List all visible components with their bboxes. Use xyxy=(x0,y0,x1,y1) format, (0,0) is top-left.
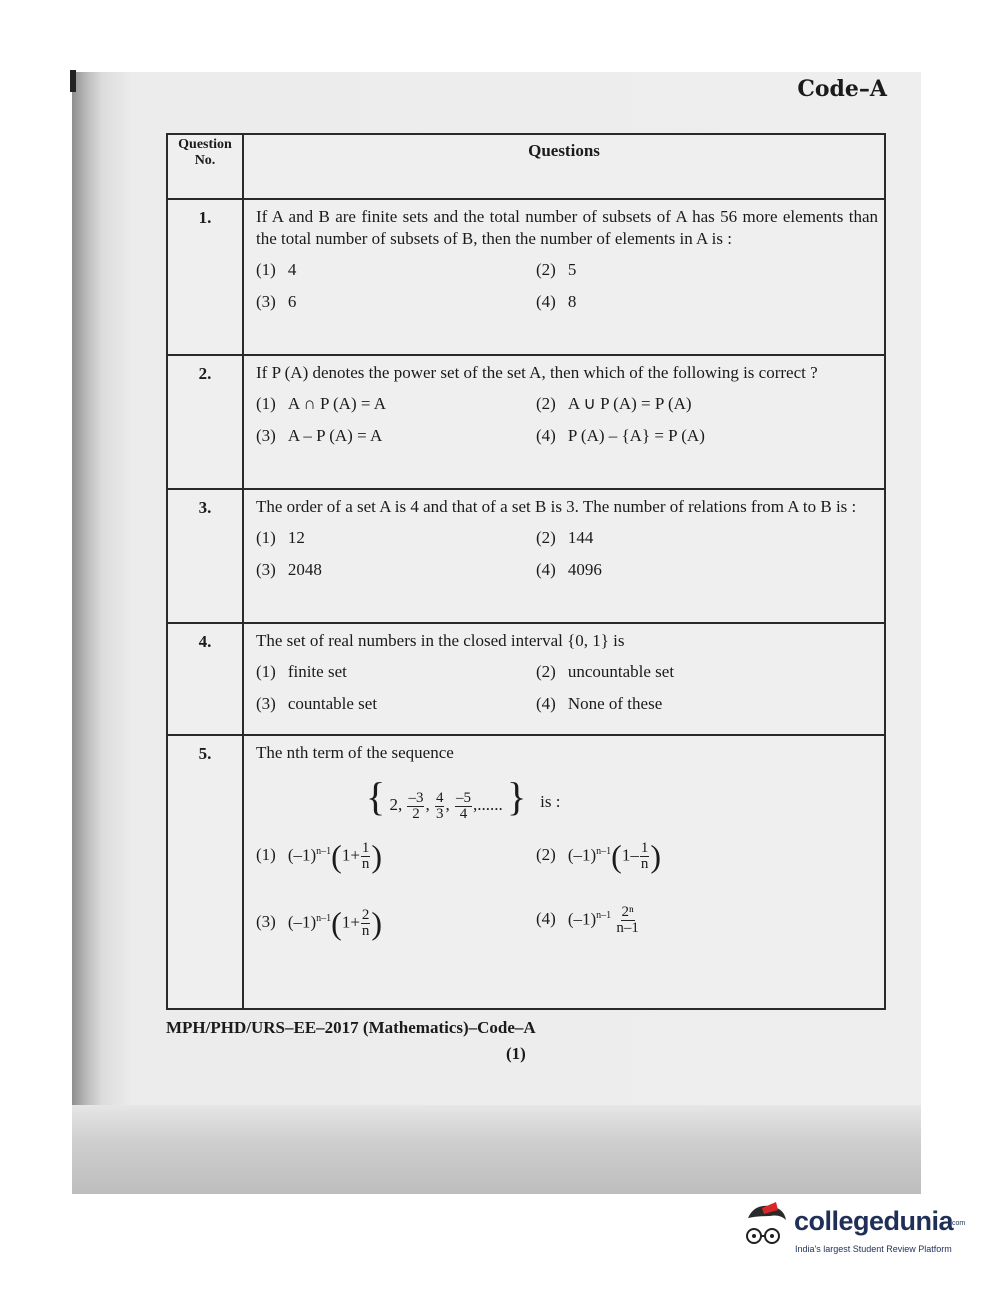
fraction: $\frac{-3}{2}$ xyxy=(408,789,424,822)
option: (3) 2048 xyxy=(256,560,322,579)
options xyxy=(256,528,878,580)
question-body xyxy=(243,355,885,489)
question-body xyxy=(243,199,885,355)
open-brace-icon: { xyxy=(366,774,386,819)
options xyxy=(256,838,878,942)
options xyxy=(256,662,878,714)
option: (3) $(-1)^{n-1}(1+$ $\frac{2}{n}$ ) xyxy=(256,904,383,941)
question-row xyxy=(167,489,885,623)
question-row xyxy=(167,199,885,355)
fraction: $\frac{-5}{4}$ xyxy=(455,789,471,822)
exam-footer: MPH/PHD/URS–EE–2017 (Mathematics)–Code–A xyxy=(166,1018,536,1037)
option: (3) countable set xyxy=(256,694,378,713)
binding-mark xyxy=(70,70,76,92)
close-brace-icon: } xyxy=(506,774,527,819)
table-header-row xyxy=(167,134,885,199)
question-stem: The order of a set A is 4 and that of a set B is 3. The number of relations from A to B is : xyxy=(256,497,857,516)
question-number: 2. xyxy=(167,355,243,489)
option: (2) 5 xyxy=(536,260,577,279)
option: (1) finite set xyxy=(256,662,347,681)
question-number: 4. xyxy=(167,623,243,735)
option: (3) A – P (A) = A xyxy=(256,426,383,445)
question-body xyxy=(243,735,885,1009)
question-stem: The set of real numbers in the closed interval {0, 1} is xyxy=(256,631,625,650)
logo-suffix: .com xyxy=(950,1220,966,1227)
option: (1) A ∩ P (A) = A xyxy=(256,394,387,413)
page-number: (1) xyxy=(506,1044,526,1063)
question-number: 3. xyxy=(167,489,243,623)
option: (1) 4 xyxy=(256,260,297,279)
question-no-header: Question No. xyxy=(167,134,243,199)
question-body xyxy=(243,489,885,623)
options xyxy=(256,260,878,312)
option: (3) 6 xyxy=(256,292,297,311)
option: (2) $(-1)^{n-1}(1-$ $\frac{1}{n}$ ) xyxy=(536,837,661,874)
question-body xyxy=(243,623,885,735)
options xyxy=(256,394,878,446)
option: (2) A ∪ P (A) = P (A) xyxy=(536,394,692,413)
question-stem: If P (A) denotes the power set of the set A, then which of the following is correct ? xyxy=(256,363,818,382)
option: (2) 144 xyxy=(536,528,594,547)
option: (4) None of these xyxy=(536,694,663,713)
question-row xyxy=(167,735,885,1009)
questions-table xyxy=(166,133,886,1010)
question-row xyxy=(167,355,885,489)
option: (1) $(-1)^{n-1}(1+$ $\frac{1}{n}$ ) xyxy=(256,837,383,874)
option: (2) uncountable set xyxy=(536,662,675,681)
scan-shadow xyxy=(72,1105,921,1194)
question-number: 5. xyxy=(167,735,243,1009)
option: (4) P (A) – {A} = P (A) xyxy=(536,426,705,445)
question-number: 1. xyxy=(167,199,243,355)
option: (4) 8 xyxy=(536,292,577,311)
option: (1) 12 xyxy=(256,528,305,547)
question-stem: The nth term of the sequence xyxy=(256,743,454,762)
question-row xyxy=(167,623,885,735)
questions-header: Questions xyxy=(243,134,885,199)
logo-name: collegedunia xyxy=(794,1206,954,1236)
option: (4) 4096 xyxy=(536,560,602,579)
fraction: $\frac{4}{3}$ xyxy=(435,789,444,822)
logo-tagline: India's largest Student Review Platform xyxy=(795,1244,952,1254)
sequence-expression: { 2, $\frac{-3}{2}$ , $\frac{4}{3}$ , $\frac{-5}{4}$ ,...... } is : xyxy=(366,774,561,822)
paper-code: Code–A xyxy=(797,76,887,102)
option: (4) $(-1)^{n-1}$ $\frac{\text{2ⁿ}}{n-1}$ xyxy=(536,903,639,936)
question-stem: If A and B are finite sets and the total number of subsets of A has 56 more elements than the total number of subsets of B, then the number of elements in A is : xyxy=(256,207,878,248)
